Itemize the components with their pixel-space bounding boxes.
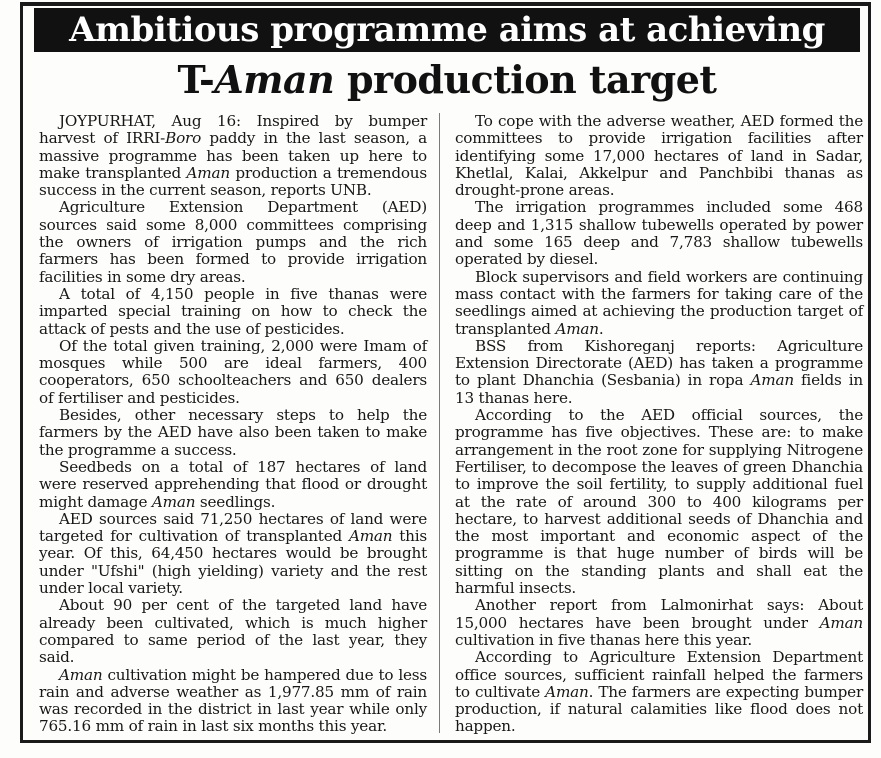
paragraph-text: According to the AED official sources, the programme has five objectives. These are: to make arrangement in the root zone for supplying Nitrogene Fertiliser, to decompose the leaves of green Dhanchia to improve the soil fertility, to supply additional fuel at the rate of around 300 to 400 kilograms per hectare, to harvest additional seeds of Dhanchia and the most important and economic aspect of the programme is that huge number of birds will be sitting on the standing plants and shall eat the harmful insects. <box>455 406 863 598</box>
headline-line-2 <box>34 52 860 108</box>
paragraph-text: seedlings. <box>195 492 276 511</box>
paragraph-text: About 90 per cent of the targeted land have already been cultivated, which is much higher compared to same period of the last year, they said. <box>39 596 427 667</box>
article-paragraph <box>39 459 427 511</box>
paragraph-text: Of the total given training, 2,000 were Imam of mosques while 500 are ideal farmers, 400 cooperators, 650 schoolteachers and 650 dealers of fertiliser and pesticides. <box>39 336 427 407</box>
clipping-border-top <box>20 2 871 6</box>
paragraph-text: paddy in the last season, a massive programme has been taken up here to make transplanted <box>39 129 427 182</box>
headline-line-2-italic: Aman <box>214 57 335 102</box>
paragraph-text: Besides, other necessary steps to help the farmers by the AED have also been taken to make the programme a success. <box>39 406 427 459</box>
column-divider <box>439 113 440 733</box>
paragraph-text: Block supervisors and field workers are continuing mass contact with the farmers for taking care of the seedlings aimed at achieving the production target of transplanted <box>455 267 863 338</box>
paragraph-text: JOYPURHAT, Aug 16: Inspired by bumper harvest of IRRI- <box>39 112 427 148</box>
paragraph-text: Seedbeds on a total of 187 hectares of land were reserved apprehending that flood or drought might damage <box>39 457 427 511</box>
article-paragraph <box>39 511 427 597</box>
clipping-border-left <box>20 2 23 742</box>
paragraph-text: Another report from Lalmonirhat says: About 15,000 hectares have been brought under <box>455 596 863 632</box>
paragraph-text: A total of 4,150 people in five thanas were imparted special training on how to check the attack of pests and the use of pesticides. <box>39 284 427 338</box>
paragraph-text: . <box>598 319 604 338</box>
paragraph-text: production a tremendous success in the current season, reports UNB. <box>39 163 427 200</box>
paragraph-text: . The farmers are expecting bumper production, if natural calamities like flood does not happen. <box>455 682 864 736</box>
article-paragraph <box>455 269 863 338</box>
clipping-border-bottom <box>20 740 871 743</box>
paragraph-text: fields in 13 thanas here. <box>455 371 863 407</box>
article-column-left <box>39 113 427 736</box>
headline-line-2-prefix: T- <box>177 57 215 102</box>
paragraph-text: To cope with the adverse weather, AED formed the committees to provide irrigation facilities after identifying some 17,000 hectares of land in Sadar, Khetlal, Kalai, Akkelpur and Panchbibi thanas as drought-prone areas. <box>455 112 863 200</box>
headline-line-2-suffix: production target <box>334 57 717 102</box>
paragraph-text: this year. Of this, 64,450 hectares would be brought under "Ufshi" (high yielding) variety and the rest under local variety. <box>39 527 427 598</box>
italic-term: Aman <box>348 527 393 546</box>
italic-term: Aman <box>186 163 230 182</box>
paragraph-text: BSS from Kishoreganj reports: Agriculture Extension Directorate (AED) has taken a programme to plant Dhanchia (Sesbania) in ropa <box>455 336 863 390</box>
article-paragraph <box>455 113 863 199</box>
article-paragraph <box>39 286 427 338</box>
article-paragraph <box>39 407 427 459</box>
article-paragraph <box>39 597 427 666</box>
article-paragraph <box>39 113 427 199</box>
italic-term: Aman <box>555 319 599 338</box>
article-paragraph <box>455 199 863 268</box>
paragraph-text: According to Agriculture Extension Department office sources, sufficient rainfall helped the farmers to cultivate <box>455 648 863 701</box>
italic-term: Aman <box>151 492 196 511</box>
clipping-border-right <box>868 2 871 742</box>
paragraph-text: AED sources said 71,250 hectares of land were targeted for cultivation of transplanted <box>39 509 427 546</box>
paragraph-text: The irrigation programmes included some 468 deep and 1,315 shallow tubewells operated by power and some 165 deep and 7,783 shallow tubewells operated by diesel. <box>455 198 863 269</box>
italic-term: Aman <box>750 371 794 390</box>
article-paragraph <box>455 649 863 735</box>
article-paragraph <box>39 199 427 285</box>
italic-term: Boro <box>165 129 202 148</box>
article-paragraph <box>455 407 863 597</box>
headline-line-1: Ambitious programme aims at achieving <box>69 10 825 50</box>
italic-term: Aman <box>59 665 103 684</box>
italic-term: Aman <box>545 682 589 701</box>
article-paragraph <box>39 338 427 407</box>
paragraph-text: cultivation might be hampered due to less rain and adverse weather as 1,977.85 mm of rain was recorded in the district in last year while only 765.16 mm of rain in last six months this year. <box>39 665 427 736</box>
article-paragraph <box>455 597 863 649</box>
paragraph-text: cultivation in five thanas here this year. <box>455 630 753 649</box>
italic-term: Aman <box>819 613 863 632</box>
article-paragraph <box>455 338 863 407</box>
paragraph-text: Agriculture Extension Department (AED) sources said some 8,000 committees comprising the owners of irrigation pumps and the rich farmers has been formed to provide irrigation facilities in some dry areas. <box>39 198 427 286</box>
article-paragraph <box>39 667 427 736</box>
article-column-right <box>455 113 863 736</box>
